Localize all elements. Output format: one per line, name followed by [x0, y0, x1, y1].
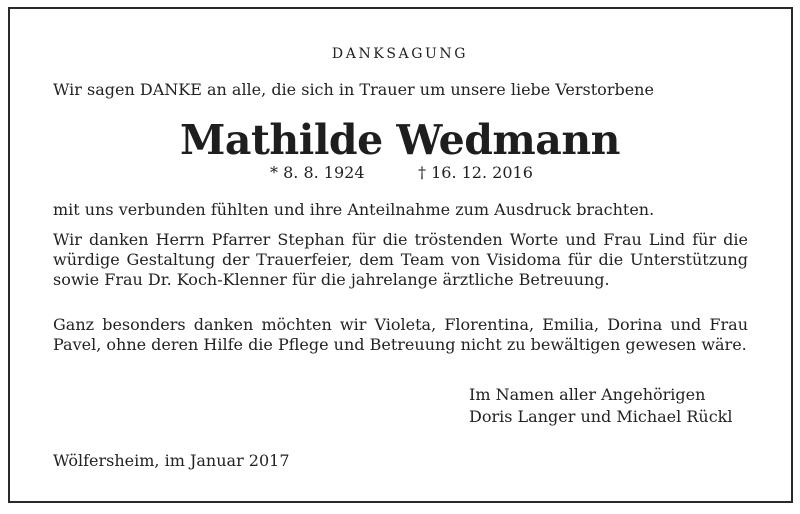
- place-date: Wölfersheim, im Januar 2017: [53, 451, 290, 470]
- signature-names: Doris Langer und Michael Rückl: [469, 407, 733, 426]
- notice-heading: DANKSAGUNG: [331, 46, 469, 62]
- signature-line: Im Namen aller Angehörigen: [469, 385, 706, 404]
- deceased-name: Mathilde Wedmann: [180, 116, 620, 164]
- thanks-paragraph: Ganz besonders danken möchten wir Violeta, Florentina, Emilia, Dorina und Frau Pavel, ohne deren Hilfe die Pflege und Betreuung nicht zu bewältigen gewesen wäre.: [53, 315, 748, 354]
- intro-text: Wir sagen DANKE an alle, die sich in Trauer um unsere liebe Verstorbene: [53, 80, 654, 99]
- thanks-paragraph: Wir danken Herrn Pfarrer Stephan für die tröstenden Worte und Frau Lind für die würdige Gestaltung der Trauerfeier, dem Team von Visidoma für die Unterstützung sowie Frau Dr. Koch-Klenner für die jahrelange ärztliche Betreuung.: [53, 230, 748, 289]
- birth-date: * 8. 8. 1924: [270, 163, 365, 182]
- thanks-paragraph: mit uns verbunden fühlten und ihre Anteilnahme zum Ausdruck brachten.: [53, 200, 655, 219]
- death-date: † 16. 12. 2016: [418, 163, 533, 182]
